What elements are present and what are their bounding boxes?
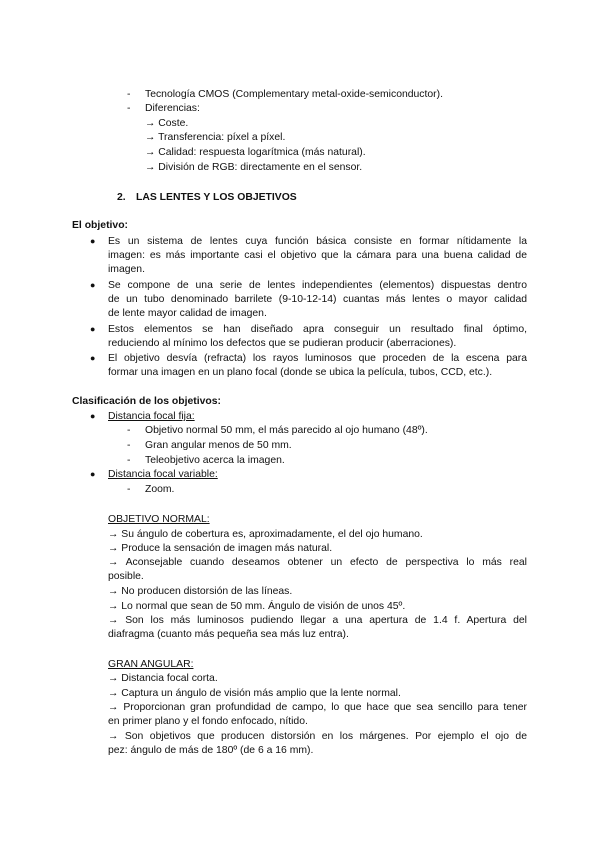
objetivo-bullet-line: formar una imagen en un plano focal (donde se ubica la película, tubos, CCD, etc.). <box>108 367 493 378</box>
gran-angular-line: → Proporcionan gran profundidad de campo, lo que hace que sea sencillo para tener <box>108 702 527 713</box>
focal-fija-item: Teleobjetivo acerca la imagen. <box>145 455 285 466</box>
cmos-diff-item: → Calidad: respuesta logarítmica (más natural). <box>145 147 366 158</box>
normal-line: diafragma (cuanto más pequeña sea más luz entra). <box>108 629 349 640</box>
focal-variable-item: Zoom. <box>145 484 175 495</box>
gran-angular-line: → Distancia focal corta. <box>108 673 218 684</box>
section-number: 2. <box>117 192 126 203</box>
bullet-marker: ● <box>90 280 96 290</box>
dash-marker: - <box>127 103 131 114</box>
dash-marker: - <box>127 425 131 436</box>
bullet-marker: ● <box>90 236 96 246</box>
objetivo-bullet-line: Es un sistema de lentes cuya función básica consiste en formar nítidamente la <box>108 236 527 247</box>
bullet-marker: ● <box>90 353 96 363</box>
normal-line: posible. <box>108 571 144 582</box>
gran-angular-line: → Captura un ángulo de visión más amplio que la lente normal. <box>108 688 401 699</box>
clasificacion-heading: Clasificación de los objetivos: <box>72 396 221 407</box>
cmos-diff-item: → Coste. <box>145 118 189 129</box>
objetivo-bullet-line: imagen. <box>108 264 145 275</box>
gran-angular-line: en primer plano y el fondo enfocado, nítido. <box>108 716 308 727</box>
objetivo-bullet-line: El objetivo desvía (refracta) los rayos luminosos que proceden de la escena para <box>108 353 527 364</box>
normal-line: → Lo normal que sean de 50 mm. Ángulo de visión de unos 45º. <box>108 601 406 612</box>
objetivo-bullet-line: Estos elementos se han diseñado apra conseguir un resultado final óptimo, <box>108 324 527 335</box>
dash-marker: - <box>127 455 131 466</box>
objetivo-bullet-line: imagen: es más importante casi el objetivo que la cámara para una buena calidad de <box>108 250 527 261</box>
focal-fija-item: Objetivo normal 50 mm, el más parecido al ojo humano (48º). <box>145 425 428 436</box>
objetivo-bullet-line: de un tubo denominado barrilete (9-10-12-14) cuantas más lentes o mayor calidad <box>108 294 527 305</box>
gran-angular-heading: GRAN ANGULAR: <box>108 659 194 670</box>
normal-line: → Aconsejable cuando deseamos obtener un efecto de perspectiva lo más real <box>108 557 527 568</box>
focal-fija-label: Distancia focal fija: <box>108 411 195 422</box>
objetivo-bullet-line: de lente mayor calidad de imagen. <box>108 308 267 319</box>
bullet-marker: ● <box>90 469 96 479</box>
objetivo-bullet-line: reduciendo al mínimo los defectos que se pudieran producir (aberraciones). <box>108 338 457 349</box>
dash-marker: - <box>127 89 131 100</box>
cmos-tech-line: Tecnología CMOS (Complementary metal-oxide-semiconductor). <box>145 89 443 100</box>
bullet-marker: ● <box>90 324 96 334</box>
focal-fija-item: Gran angular menos de 50 mm. <box>145 440 292 451</box>
normal-line: → Su ángulo de cobertura es, aproximadamente, el del ojo humano. <box>108 529 423 540</box>
normal-line: → Produce la sensación de imagen más natural. <box>108 543 333 554</box>
focal-variable-label: Distancia focal variable: <box>108 469 218 480</box>
cmos-diff-item: → División de RGB: directamente en el sensor. <box>145 162 363 173</box>
objetivo-bullet-line: Se compone de una serie de lentes independientes (elementos) dispuestas dentro <box>108 280 527 291</box>
normal-line: → Son los más luminosos pudiendo llegar a una apertura de 1.4 f. Apertura del <box>108 615 527 626</box>
normal-heading: OBJETIVO NORMAL: <box>108 514 210 525</box>
section-title: LAS LENTES Y LOS OBJETIVOS <box>136 192 297 203</box>
objetivo-heading: El objetivo: <box>72 220 128 231</box>
dash-marker: - <box>127 484 131 495</box>
normal-line: → No producen distorsión de las líneas. <box>108 586 293 597</box>
gran-angular-line: → Son objetivos que producen distorsión en los márgenes. Por ejemplo el ojo de <box>108 731 527 742</box>
cmos-diff-label: Diferencias: <box>145 103 200 114</box>
bullet-marker: ● <box>90 411 96 421</box>
gran-angular-line: pez: ángulo de más de 180º (de 6 a 16 mm). <box>108 745 314 756</box>
dash-marker: - <box>127 440 131 451</box>
cmos-diff-item: → Transferencia: píxel a píxel. <box>145 132 286 143</box>
